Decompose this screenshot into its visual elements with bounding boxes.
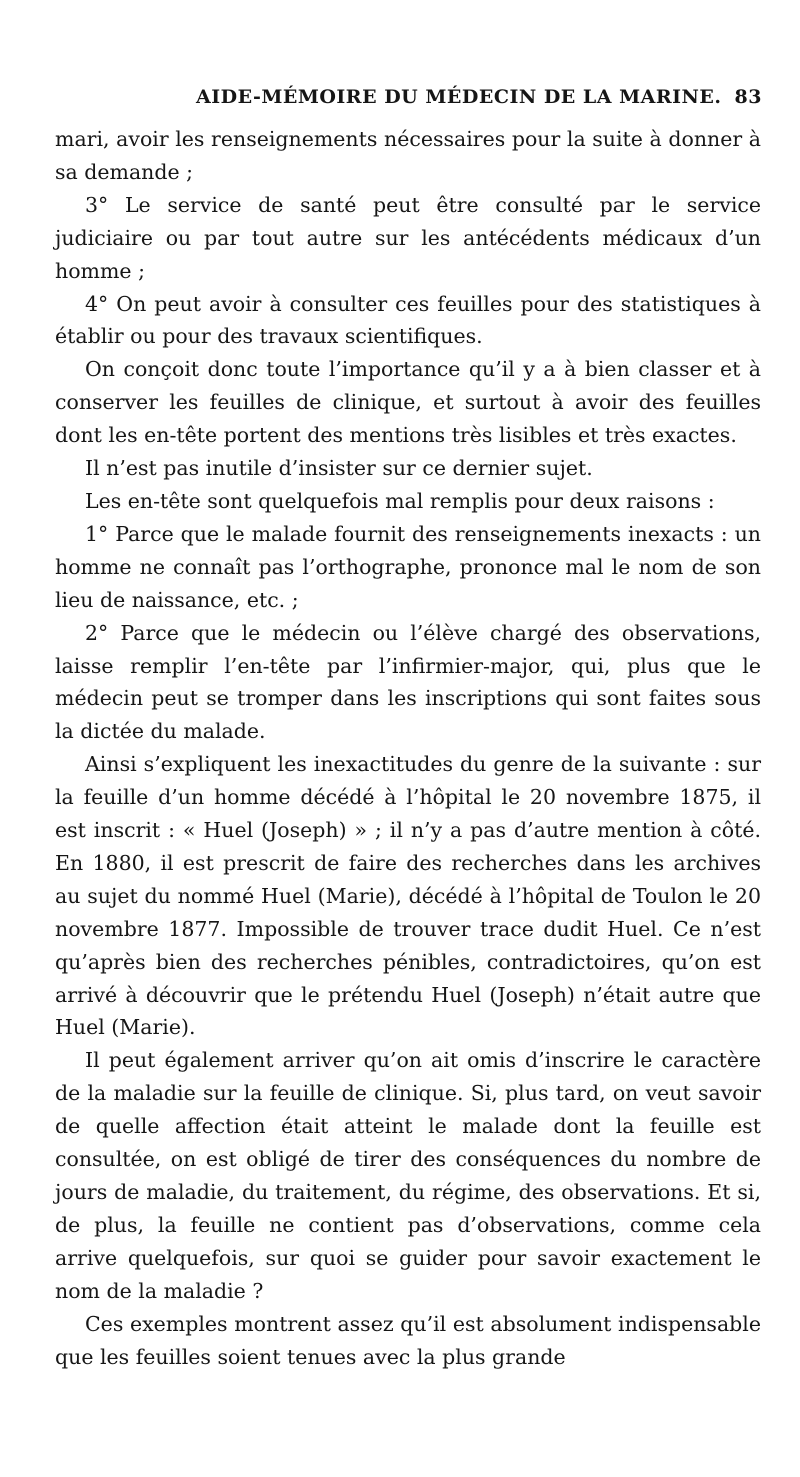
paragraph: mari, avoir les renseignements nécessaires pour la suite à donner à sa demande ;	[55, 127, 761, 184]
paragraph: Ces exemples montrent assez qu’il est absolument indispensable que les feuilles soient tenues avec la plus grande	[55, 1311, 761, 1369]
paragraph: Il peut également arriver qu’on ait omis d’inscrire le caractère de la maladie sur la feuille de clinique. Si, plus tard, on veut savoir de quelle affection était atteint le malade dont la feuille est consultée, on est obligé de tirer des conséquences du nombre de jours de maladie, du traitement, du régime, des observations. Et si, de plus, la feuille ne contient pas d’observations, comme cela arrive quelquefois, sur quoi se guider pour savoir exactement le nom de la maladie ?	[55, 1048, 761, 1303]
paragraph: 3° Le service de santé peut être consulté par le service judiciaire ou par tout autre sur les antécédents médicaux d’un homme ;	[55, 192, 761, 283]
page-number: 83	[734, 86, 762, 108]
paragraph: Les en-tête sont quelquefois mal remplis pour deux raisons :	[85, 488, 715, 513]
paragraph: Ainsi s’expliquent les inexactitudes du genre de la suivante : sur la feuille d’un homme décédé à l’hôpital le 20 novembre 1875, il est inscrit : « Huel (Joseph) » ; il n’y a pas d’autre mention à côté. En 1880, il est prescrit de faire des recherches dans les archives au sujet du nommé Huel (Marie), décédé à l’hôpital de Toulon le 20 novembre 1877. Impossible de trouver trace dudit Huel. Ce n’est qu’après bien des recherches pénibles, contradictoires, qu’on est arrivé à découvrir que le prétendu Huel (Joseph) n’était autre que Huel (Marie).	[55, 752, 761, 1040]
running-title: AIDE-MÉMOIRE DU MÉDECIN DE LA MARINE.	[196, 86, 722, 108]
paragraph: Il n’est pas inutile d’insister sur ce dernier sujet.	[85, 456, 593, 481]
paragraph: 4° On peut avoir à consulter ces feuilles pour des statistiques à établir ou pour des travaux scientifiques.	[55, 291, 761, 349]
body-text	[55, 123, 761, 1373]
paragraph: 1° Parce que le malade fournit des renseignements inexacts : un homme ne connaît pas l’orthographe, prononce mal le nom de son lieu de naissance, etc. ;	[55, 521, 761, 612]
paragraph: 2° Parce que le médecin ou l’élève chargé des observations, laisse remplir l’en-tête par l’infirmier-major, qui, plus que le médecin peut se tromper dans les inscriptions qui sont faites sous la dictée du malade.	[55, 620, 761, 744]
paragraph: On conçoit donc toute l’importance qu’il y a à bien classer et à conserver les feuilles de clinique, et surtout à avoir des feuilles dont les en-tête portent des mentions très lisibles et très exactes.	[55, 357, 761, 448]
